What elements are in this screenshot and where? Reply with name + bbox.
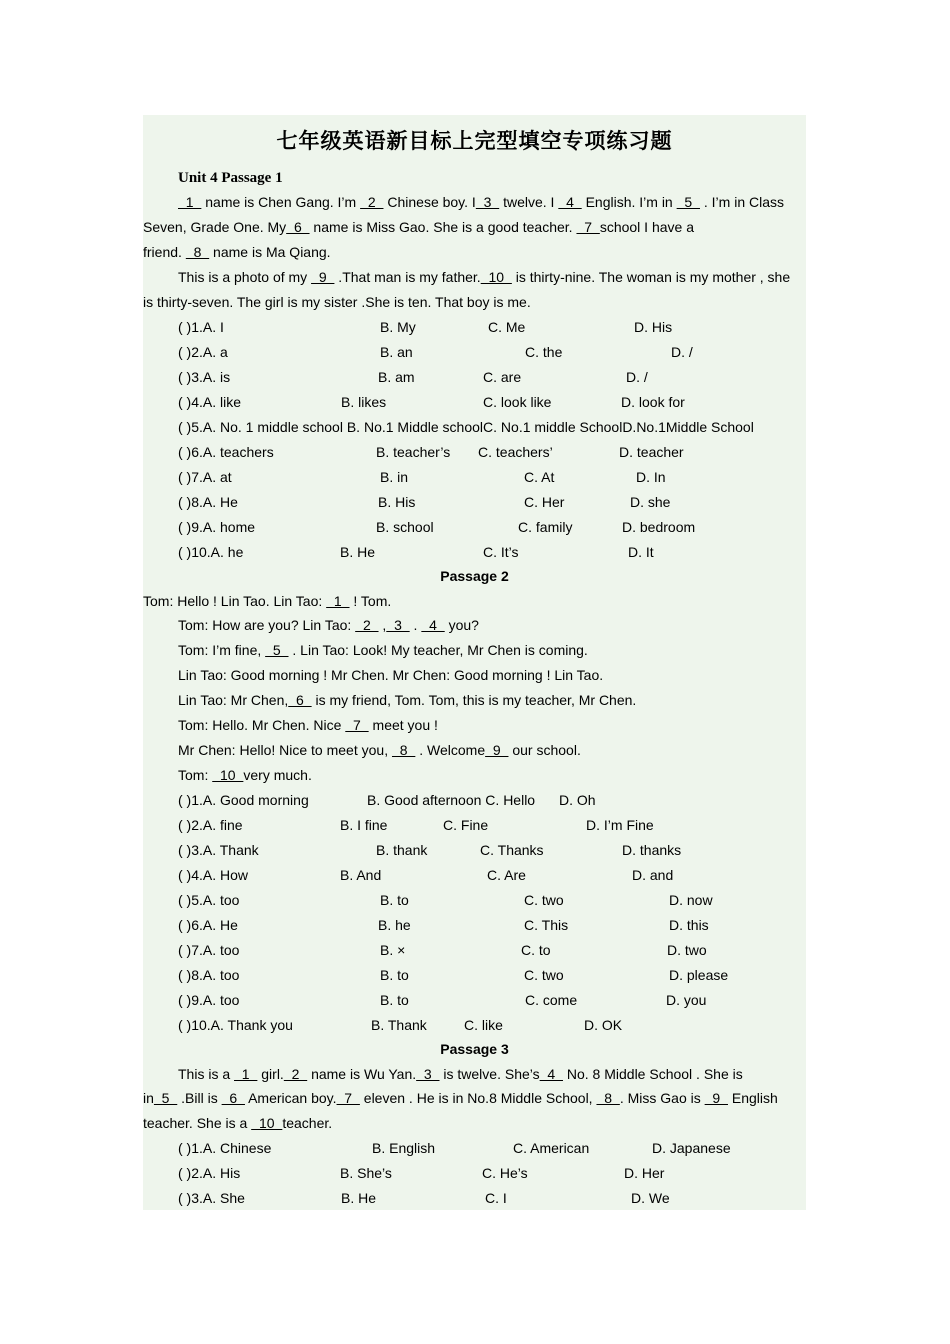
text-segment: .That man is my father. <box>334 269 481 285</box>
blank-3: 3 <box>475 194 500 210</box>
question-stem: ( )6.A. He <box>178 917 238 933</box>
text-segment: Lin Tao: Mr Chen, <box>178 692 289 708</box>
unit-heading: Unit 4 Passage 1 <box>178 170 283 186</box>
text-segment: is my friend, Tom. Tom, this is my teacher, Mr Chen. <box>311 692 637 708</box>
text-segment: name is Ma Qiang. <box>209 244 331 260</box>
question-stem: ( )5.A. too <box>178 892 240 908</box>
passage1-question <box>143 365 806 389</box>
question-stem: ( )4.A. like <box>178 394 242 410</box>
option-D: D. two <box>667 942 707 958</box>
blank-4: 4 <box>558 194 582 210</box>
blank-2: 2 <box>283 1066 308 1082</box>
text-segment: is thirty-nine. The woman is my mother , she <box>511 269 791 285</box>
passage2-heading: Passage 2 <box>440 568 509 584</box>
option-D: D. OK <box>584 1017 623 1033</box>
option-C: C. Thanks <box>480 842 544 858</box>
option-D: D. We <box>631 1190 670 1206</box>
blank-4: 4 <box>421 617 445 633</box>
text-segment: ! Tom. <box>349 593 392 609</box>
text-segment: Tom: How are you? Lin Tao: <box>178 617 356 633</box>
option-B: B. Thank <box>371 1017 427 1033</box>
option-B: B. to <box>380 892 409 908</box>
passage3-line <box>143 1086 778 1110</box>
text-segment: . Welcome <box>415 742 486 758</box>
text-segment: . <box>409 617 422 633</box>
blank-1: 1 <box>178 194 202 210</box>
option-C: C. At <box>524 469 555 485</box>
option-C: C. Me <box>488 319 526 335</box>
text-segment: teacher. <box>282 1115 333 1131</box>
text-segment: school I have a <box>599 219 694 235</box>
passage2-question <box>143 788 806 812</box>
text-segment: name is Chen Gang. I’m <box>201 194 361 210</box>
question-stem: ( )10.A. Thank you <box>178 1017 293 1033</box>
option-D: D. I’m Fine <box>586 817 654 833</box>
option-B: B. His <box>378 494 416 510</box>
passage1-question <box>143 340 806 364</box>
option-C: C. to <box>521 942 551 958</box>
passage1-question <box>143 515 806 539</box>
option-D: D. you <box>666 992 707 1008</box>
option-B: B. He <box>340 544 376 560</box>
option-B: B. likes <box>341 394 387 410</box>
blank-5: 5 <box>676 194 700 210</box>
option-C: C. like <box>464 1017 503 1033</box>
option-B: B. teacher’s <box>376 444 451 460</box>
text-segment: . Lin Tao: Look! My teacher, Mr Chen is coming. <box>288 642 588 658</box>
option-B: B. he <box>378 917 411 933</box>
option-D: D. Japanese <box>652 1140 731 1156</box>
passage1-line <box>178 190 784 214</box>
option-D: D. Her <box>624 1165 665 1181</box>
question-stem: ( )1.A. I <box>178 319 224 335</box>
option-C: C. Are <box>487 867 526 883</box>
passage3-question <box>143 1136 806 1160</box>
option-B: B. to <box>380 992 409 1008</box>
option-C: C. look like <box>483 394 552 410</box>
passage2-question <box>143 863 806 887</box>
text-segment: very much. <box>243 767 312 783</box>
text-segment: friend. <box>143 244 186 260</box>
blank-7: 7 <box>576 219 600 235</box>
question-stem: ( )9.A. home <box>178 519 256 535</box>
text-segment: is thirty-seven. The girl is my sister .She is ten. That boy is me. <box>143 294 531 310</box>
blank-5: 5 <box>153 1090 178 1106</box>
text-segment: eleven . He is in No.8 Middle School, <box>359 1090 597 1106</box>
passage1-question <box>143 490 806 514</box>
passage1-line <box>143 215 694 239</box>
passage2-question <box>143 1013 806 1037</box>
text-segment: Tom: <box>178 767 213 783</box>
document-title: 七年级英语新目标上完型填空专项练习题 <box>276 128 673 153</box>
blank-4: 4 <box>539 1066 563 1082</box>
question-stem: ( )8.A. He <box>178 494 238 510</box>
option-C: C. Fine <box>443 817 489 833</box>
option-D: D. It <box>628 544 654 560</box>
passage3-line <box>178 1062 743 1086</box>
text-segment: our school. <box>508 742 581 758</box>
option-D: D. teacher <box>619 444 684 460</box>
passage2-question <box>143 963 806 987</box>
option-B: B. × <box>380 942 406 958</box>
text-segment: This is a photo of my <box>178 269 312 285</box>
blank-3: 3 <box>416 1066 440 1082</box>
option-B: B. Good afternoon C. Hello <box>367 792 536 808</box>
blank-7: 7 <box>336 1090 360 1106</box>
text-segment: in <box>143 1090 154 1106</box>
option-C: C. He’s <box>482 1165 528 1181</box>
option-D: D. bedroom <box>622 519 696 535</box>
text-segment: Tom: Hello. Mr Chen. Nice <box>178 717 346 733</box>
question-stem: ( )3.A. Thank <box>178 842 259 858</box>
option-B: B. am <box>378 369 415 385</box>
question-stem: ( )2.A. a <box>178 344 228 360</box>
blank-9: 9 <box>485 742 509 758</box>
passage3-line <box>143 1111 332 1135</box>
option-B: B. He <box>341 1190 377 1206</box>
question-stem: ( )7.A. at <box>178 469 232 485</box>
passage2-question <box>143 938 806 962</box>
question-stem: ( )1.A. Good morning <box>178 792 309 808</box>
blank-1: 1 <box>326 593 350 609</box>
option-C: C. two <box>524 892 564 908</box>
passage3-question <box>143 1186 806 1210</box>
document-page <box>143 115 806 1210</box>
passage1-line <box>143 290 531 314</box>
text-segment: . I’m in Class <box>699 194 784 210</box>
option-C: C. I <box>485 1190 507 1206</box>
blank-10: 10 <box>212 767 244 783</box>
option-D: D. In <box>636 469 666 485</box>
question-stem: ( )10.A. he <box>178 544 244 560</box>
passage2-question <box>143 913 806 937</box>
blank-8: 8 <box>391 742 416 758</box>
text-segment: Lin Tao: Good morning ! Mr Chen. Mr Chen: Good morning ! Lin Tao. <box>178 667 604 683</box>
text-segment: teacher. She is a <box>143 1115 252 1131</box>
option-B: B. And <box>340 867 382 883</box>
option-D: D. now <box>669 892 713 908</box>
option-D: D. / <box>626 369 648 385</box>
passage2-line <box>178 638 588 662</box>
question-stem: ( )2.A. His <box>178 1165 241 1181</box>
blank-6: 6 <box>288 692 312 708</box>
passage2-line <box>178 663 603 687</box>
question-stem: ( )7.A. too <box>178 942 240 958</box>
question-stem: ( )5.A. No. 1 middle school B. No.1 Middle schoolC. No.1 middle SchoolD.No.1Middle School <box>178 419 754 435</box>
blank-3: 3 <box>386 617 410 633</box>
passage2-question <box>143 838 806 862</box>
option-C: C. It’s <box>483 544 519 560</box>
blank-8: 8 <box>185 244 210 260</box>
option-B: B. in <box>380 469 409 485</box>
text-segment: English. I’m in <box>581 194 677 210</box>
passage2-line <box>178 738 581 762</box>
text-segment: name is Miss Gao. She is a good teacher. <box>309 219 577 235</box>
question-stem: ( )8.A. too <box>178 967 240 983</box>
option-C: C. teachers’ <box>478 444 553 460</box>
question-stem: ( )3.A. She <box>178 1190 245 1206</box>
option-D: D. / <box>671 344 693 360</box>
option-C: C. This <box>524 917 569 933</box>
option-C: C. come <box>525 992 578 1008</box>
passage1-question <box>143 465 806 489</box>
blank-6: 6 <box>286 219 310 235</box>
text-segment: Tom: I’m fine, <box>178 642 266 658</box>
passage1-question <box>143 315 806 339</box>
text-segment: Mr Chen: Hello! Nice to meet you, <box>178 742 392 758</box>
blank-9: 9 <box>311 269 335 285</box>
option-C: C. family <box>518 519 573 535</box>
passage2-line <box>178 613 479 637</box>
passage1-question <box>143 440 806 464</box>
blank-2: 2 <box>355 617 379 633</box>
option-C: C. Her <box>524 494 565 510</box>
option-C: C. the <box>525 344 563 360</box>
passage2-line <box>143 589 391 613</box>
passage3-question <box>143 1161 806 1185</box>
passage2-line <box>178 688 636 712</box>
blank-10: 10 <box>251 1115 283 1131</box>
blank-9: 9 <box>704 1090 728 1106</box>
option-B: B. thank <box>376 842 428 858</box>
passage1-question <box>143 390 806 414</box>
passage3-heading: Passage 3 <box>440 1041 509 1057</box>
text-segment: .Bill is <box>177 1090 222 1106</box>
passage2-question <box>143 888 806 912</box>
question-stem: ( )2.A. fine <box>178 817 243 833</box>
passage1-question <box>143 540 806 564</box>
text-segment: English <box>727 1090 778 1106</box>
option-B: B. school <box>376 519 434 535</box>
text-segment: This is a <box>178 1066 235 1082</box>
text-segment: American boy. <box>244 1090 337 1106</box>
option-D: D. and <box>632 867 674 883</box>
question-stem: ( )6.A. teachers <box>178 444 274 460</box>
blank-7: 7 <box>345 717 369 733</box>
text-segment: Chinese boy. I <box>383 194 476 210</box>
option-C: C. are <box>483 369 522 385</box>
text-segment: meet you ! <box>368 717 438 733</box>
text-segment: girl. <box>257 1066 284 1082</box>
passage2-line <box>178 713 438 737</box>
option-B: B. I fine <box>340 817 388 833</box>
option-C: D. Oh <box>559 792 596 808</box>
text-segment: . Miss Gao is <box>619 1090 705 1106</box>
text-segment: Seven, Grade One. My <box>143 219 287 235</box>
option-D: D. she <box>630 494 671 510</box>
question-stem: ( )4.A. How <box>178 867 249 883</box>
option-D: D. look for <box>621 394 685 410</box>
passage1-question <box>143 415 806 439</box>
text-segment: No. 8 Middle School . She is <box>562 1066 743 1082</box>
text-segment: name is Wu Yan. <box>307 1066 417 1082</box>
option-C: C. American <box>513 1140 590 1156</box>
option-D: D. His <box>634 319 673 335</box>
option-C: C. two <box>524 967 564 983</box>
option-D: D. this <box>669 917 709 933</box>
text-segment: you? <box>444 617 479 633</box>
text-segment: Tom: Hello ! Lin Tao. Lin Tao: <box>143 593 327 609</box>
passage2-question <box>143 988 806 1012</box>
option-B: B. an <box>380 344 413 360</box>
option-B: B. My <box>380 319 416 335</box>
passage2-question <box>143 813 806 837</box>
blank-10: 10 <box>480 269 512 285</box>
text-segment: twelve. I <box>499 194 559 210</box>
blank-8: 8 <box>596 1090 620 1106</box>
blank-1: 1 <box>234 1066 258 1082</box>
question-stem: ( )9.A. too <box>178 992 240 1008</box>
option-D: D. please <box>669 967 729 983</box>
blank-2: 2 <box>360 194 384 210</box>
passage1-line <box>178 265 790 289</box>
question-stem: ( )1.A. Chinese <box>178 1140 272 1156</box>
text-segment: is twelve. She’s <box>439 1066 540 1082</box>
text-segment: , <box>378 617 387 633</box>
option-B: B. to <box>380 967 409 983</box>
option-B: B. English <box>372 1140 436 1156</box>
blank-6: 6 <box>221 1090 245 1106</box>
blank-5: 5 <box>265 642 289 658</box>
passage2-line <box>178 763 312 787</box>
passage1-line <box>143 240 331 264</box>
option-D: D. thanks <box>622 842 682 858</box>
option-B: B. She’s <box>340 1165 392 1181</box>
question-stem: ( )3.A. is <box>178 369 231 385</box>
